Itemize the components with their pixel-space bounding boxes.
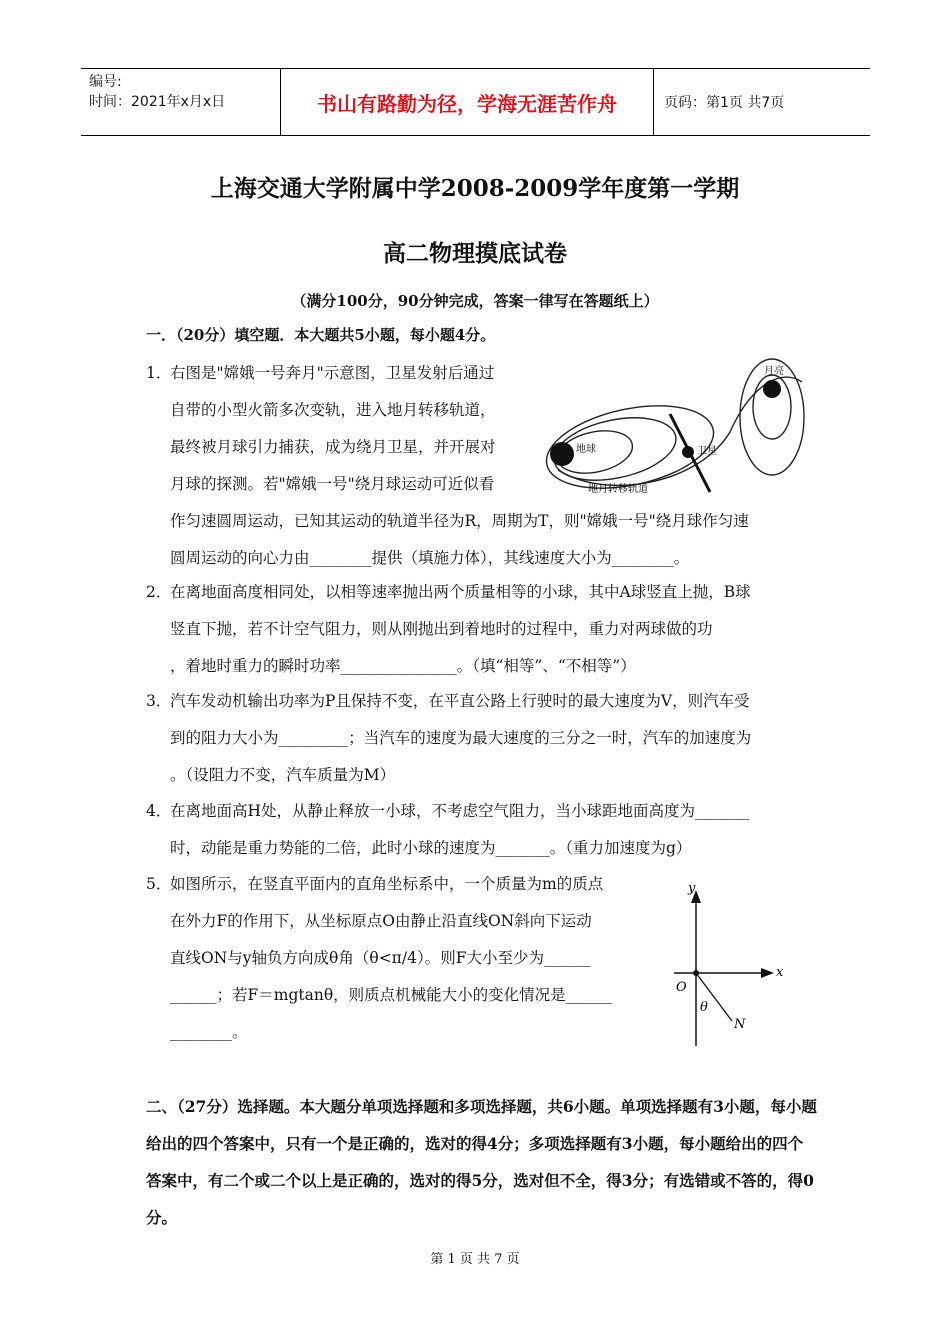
question-number: 1． <box>146 364 172 382</box>
x-axis-label: x <box>776 965 784 980</box>
question-number: 5． <box>146 875 172 893</box>
q2-line2: 竖直下抛，若不计空气阻力，则从刚抛出到着地时的过程中，重力对两球做的功 <box>170 620 713 638</box>
question-3 <box>146 683 751 794</box>
q5-line2: 在外力F的作用下，从坐标原点O由静止沿直线ON斜向下运动 <box>170 912 592 930</box>
earth-shape <box>550 442 574 466</box>
section2-instructions: 二、（27分）选择题。本大题分单项选择题和多项选择题，共6小题。单项选择题有3小题，每小题给出的四个答案中，只有一个是正确的，选对的得4分；多项选择题有3小题，每小题给出的四个答案中，有二个或二个以上是正确的，选对的得5分，选对但不全，得3分；有选错或不答的，得0分。 <box>146 1097 817 1227</box>
q5-line1: 如图所示，在竖直平面内的直角坐标系中，一个质量为m的质点 <box>170 875 604 893</box>
motto: 书山有路勤为径，学海无涯苦作舟 <box>281 69 654 135</box>
header-table <box>81 68 870 136</box>
moon-label: 月亮 <box>764 366 784 377</box>
question-number: 3． <box>146 692 172 710</box>
q3-line1: 汽车发动机输出功率为P且保持不变，在平直公路上行驶时的最大速度为V，则汽车受 <box>170 692 750 710</box>
number-label: 编号: <box>89 74 122 90</box>
q4-line2: 时，动能是重力势能的二倍，此时小球的速度为_______。（重力加速度为g） <box>170 839 692 857</box>
q1-line2: 自带的小型火箭多次变轨，进入地月转移轨道， <box>170 401 496 419</box>
q1-line3: 最终被月球引力捕获，成为绕月卫星，并开展对 <box>170 438 496 456</box>
question-4 <box>146 793 749 867</box>
q1-line6: 圆周运动的向心力由________提供（填施力体），其线速度大小为________。 <box>170 549 690 567</box>
question-number: 4． <box>146 802 172 820</box>
q3-line2: 到的阻力大小为_________；当汽车的速度为最大速度的三分之一时，汽车的加速度为 <box>170 729 752 747</box>
exam-note: （满分100分，90分钟完成，答案一律写在答题纸上） <box>291 292 659 310</box>
q4-line1: 在离地面高H处，从静止释放一小球，不考虑空气阻力，当小球距地面高度为_______ <box>170 802 750 820</box>
n-label: N <box>734 1017 746 1032</box>
exam-title-line1: 上海交通大学附属中学2008-2009学年度第一学期 <box>210 175 740 202</box>
satellite-label: 卫星 <box>697 446 717 457</box>
exam-title-line2: 高二物理摸底试卷 <box>383 240 567 267</box>
q5-line4: ______；若F＝mgtanθ，则质点机械能大小的变化情况是______ <box>170 986 613 1004</box>
y-axis-label: y <box>688 881 696 896</box>
moon-shape <box>763 380 781 398</box>
page-footer: 第 1 页 共 7 页 <box>430 1252 520 1267</box>
earth-label: 地球 <box>576 444 596 455</box>
origin-label: O <box>676 980 687 995</box>
satellite-body <box>682 446 694 458</box>
header-left-cell <box>81 69 281 135</box>
theta-label: θ <box>700 1000 708 1015</box>
coordinate-figure <box>660 876 790 1051</box>
origin-point <box>693 970 699 976</box>
question-number: 2． <box>146 583 172 601</box>
q2-line1: 在离地面高度相同处，以相等速率抛出两个质量相等的小球，其中A球竖直上抛，B球 <box>170 583 751 601</box>
q1-line4: 月球的探测。若"嫦娥一号"绕月球运动可近似看 <box>170 475 495 493</box>
x-axis-arrow <box>761 968 774 978</box>
q1-line1: 右图是"嫦娥一号奔月"示意图，卫星发射后通过 <box>170 364 495 382</box>
q5-line5: ________。 <box>170 1023 248 1041</box>
question-5 <box>146 866 612 1051</box>
q5-line3: 直线ON与y轴负方向成θ角（θ<π/4）。则F大小至少为______ <box>170 949 591 967</box>
q2-line3: ，着地时重力的瞬时功率_______________。（填“相等”、“不相等”） <box>170 657 636 675</box>
section1-heading: 一．（20分）填空题．本大题共5小题，每小题4分。 <box>146 326 496 344</box>
q3-line3: 。（设阻力不变，汽车质量为M） <box>170 766 396 784</box>
q1-line5: 作匀速圆周运动，已知其运动的轨道半径为R，周期为T，则"嫦娥一号"绕月球作匀速 <box>170 512 749 530</box>
orbit-label: 地月转移轨道 <box>588 484 648 495</box>
page-label: 页码：第1页 共7页 <box>664 95 785 111</box>
question-2 <box>146 574 751 685</box>
time-label: 时间：2021年x月x日 <box>89 94 226 110</box>
change-orbit-figure <box>540 352 830 504</box>
